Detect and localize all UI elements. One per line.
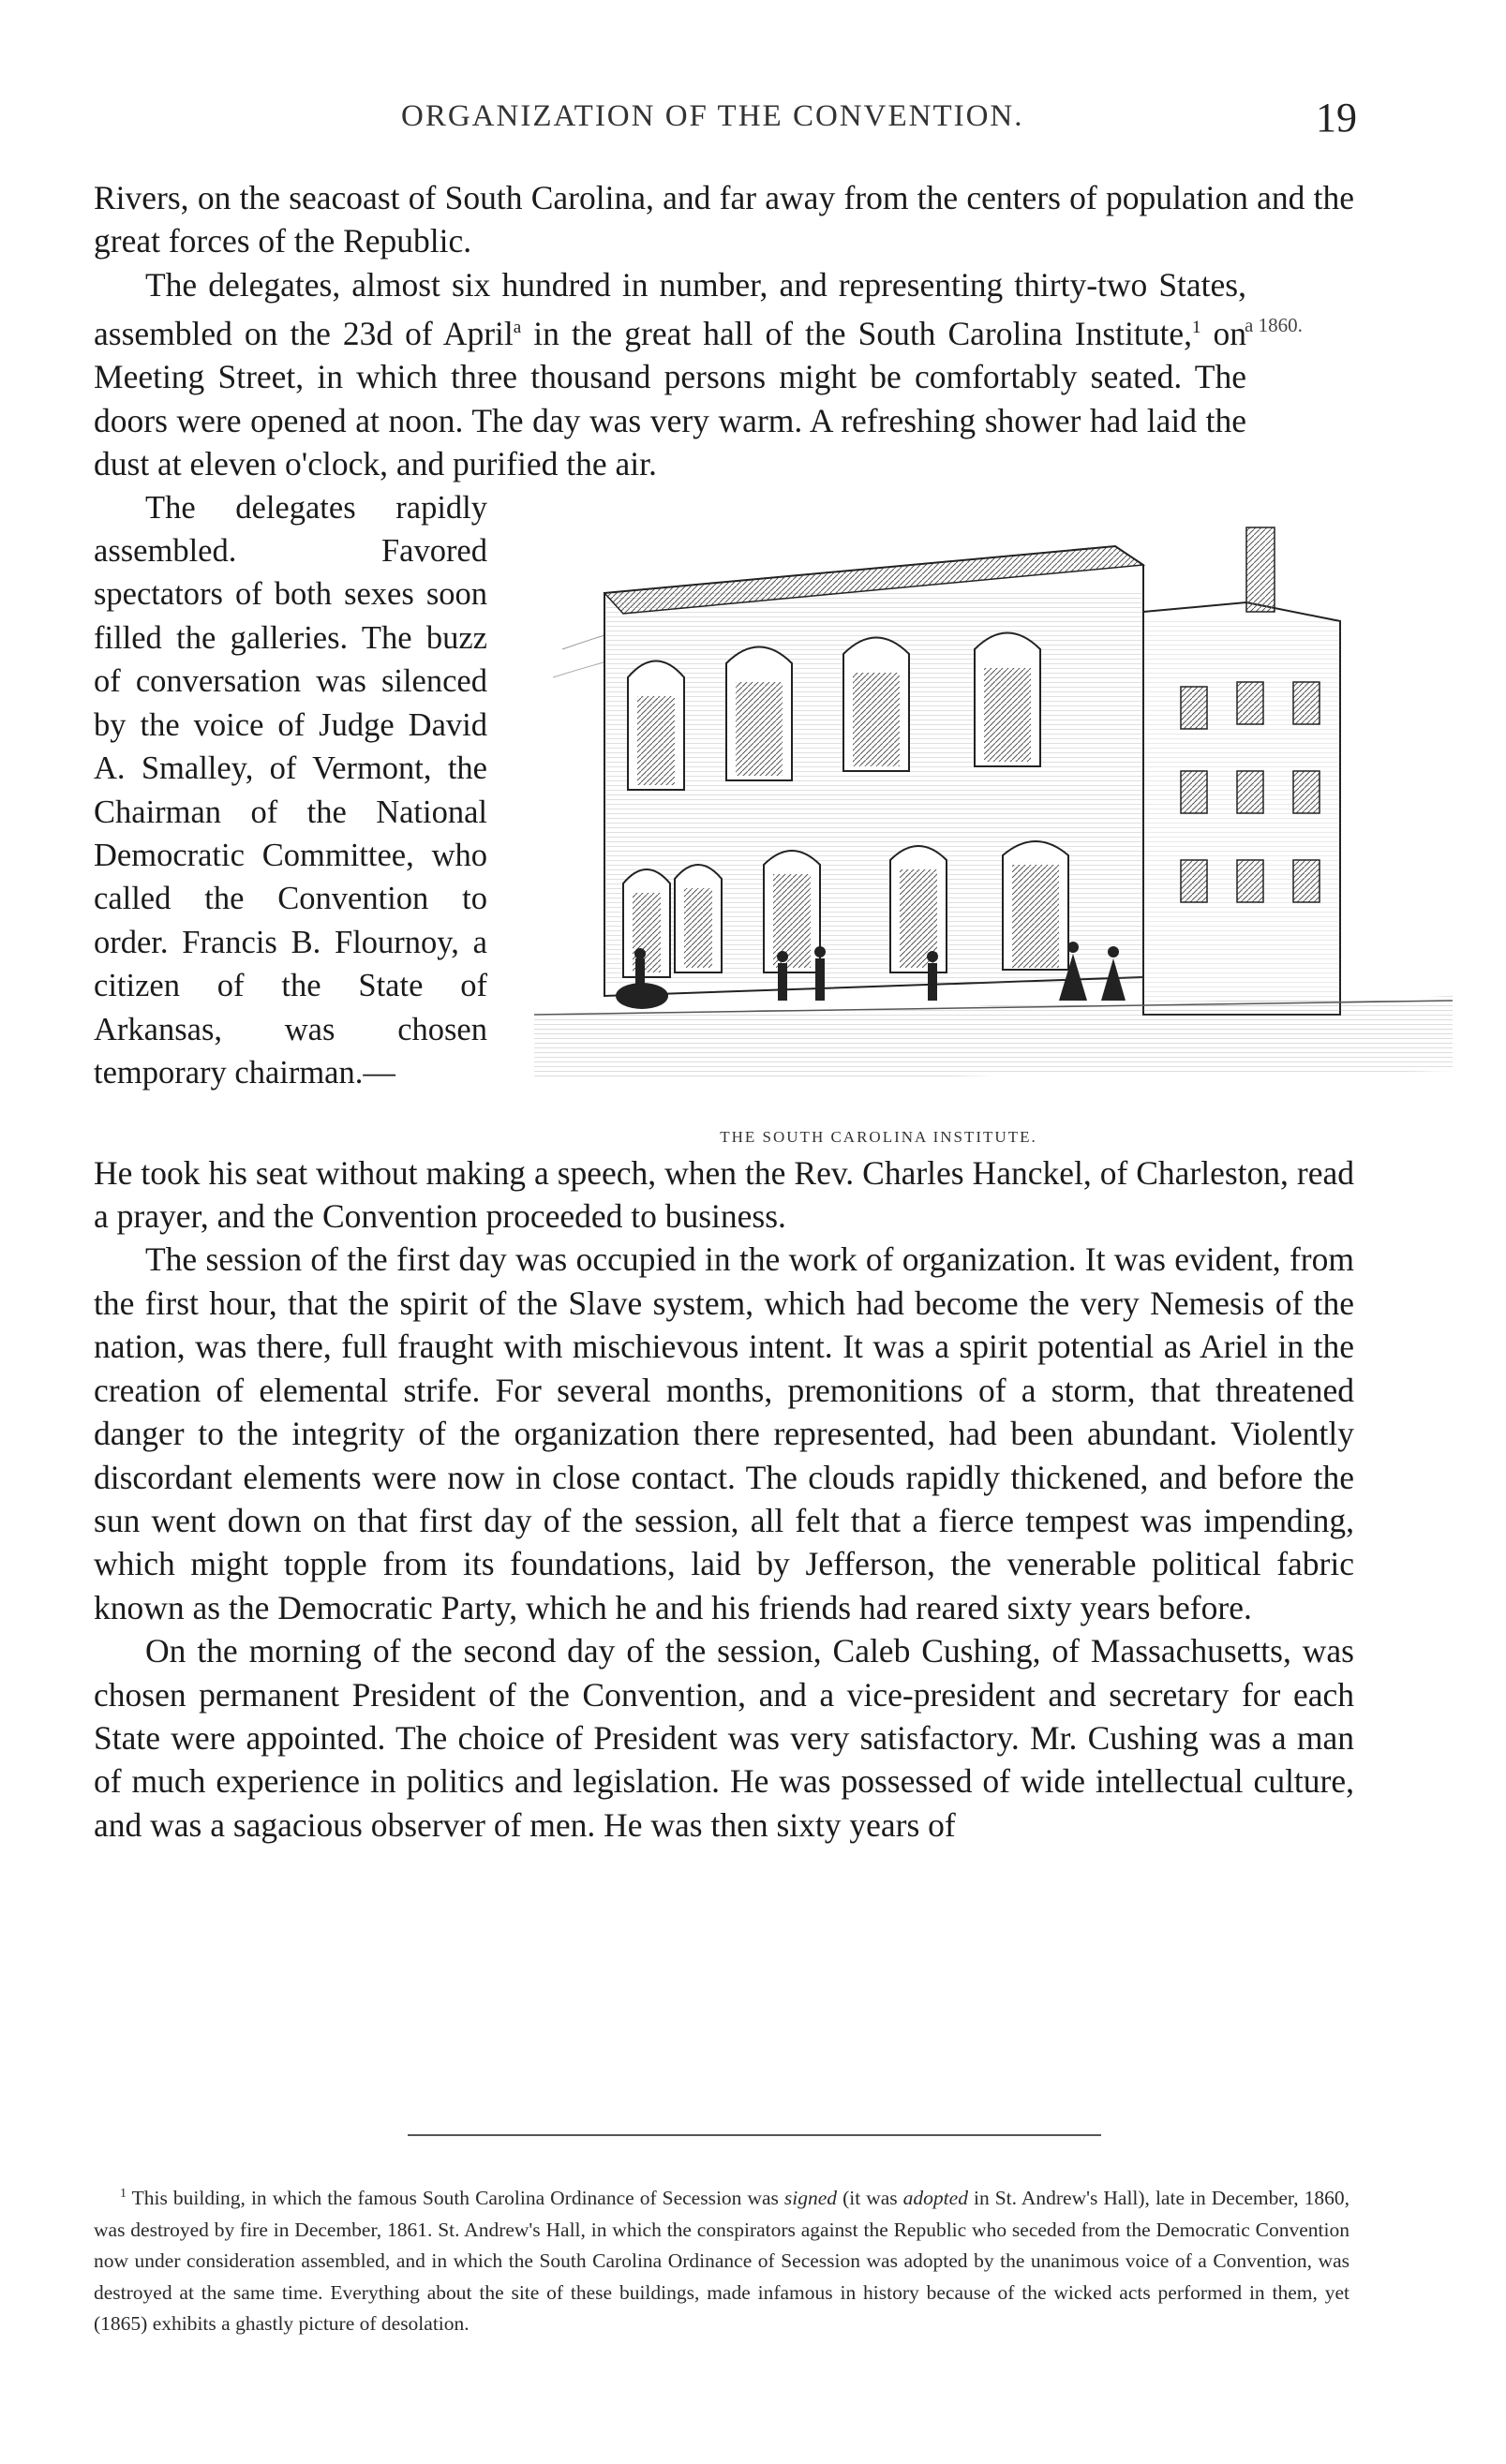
paragraph-second-day: On the morning of the second day of the session, Caleb Cushing, of Massachusetts, was chosen permanent President of the Convention, and a vice-president and secretary for each State were appointed. The choice of President was very satisfactory. Mr. Cushing was a man of much experience in politics and legislation. He was possessed of wide intellectual culture, and was a sagacious observer of men. He was then sixty years of [94, 1632, 1354, 1844]
paragraph-first-day: The session of the first day was occupied in the work of organization. It was evident, from the first hour, that the spirit of the Slave system, which had become the very Nemesis of the nation, was there, full fraught with mischievous intent. It was a spirit potential as Ariel in the creation of elemental strife. For several months, premonitions of a storm, that threatened danger to the integrity of the organization there represented, had been abundant. Violently discordant elements were now in close contact. The clouds rapidly thickened, and before the sun went down on that first day of the session, all felt that a fierce tempest was impending, which might topple from its foundations, laid by Jefferson, the venerable political fabric known as the Democratic Party, which he and his friends had reared sixty years before. [94, 1240, 1354, 1626]
footnote [94, 2178, 1349, 2340]
footnote-italic-signed: signed [783, 2187, 838, 2210]
page-number: 19 [1316, 95, 1357, 141]
footnote-segment: in St. Andrew's Hall), late in December, 1860, was destroyed by fire in December, 1861. St. Andrew's Hall, in which the conspirators against the Republic who seceded from the Democratic Convention now under consideration assembled, and in which the South Carolina Ordinance of Secession was adopted by the unanimous voice of a Convention, was destroyed at the same time. Everything about the site of these buildings, made infamous in history because of the wicked acts performed in them, yet (1865) exhibits a ghastly picture of desolation. [94, 2187, 1350, 2336]
paragraph-continuation: Rivers, on the seacoast of South Carolina, and far away from the centers of population and the great forces of the Republic. [94, 179, 1354, 260]
paragraph-text: on Meeting Street, in which three thousand persons might be comfortably seated. The doors were opened at noon. The day was very warm. A refreshing shower had laid the dust at eleven o'clock, and purified the air. [94, 315, 1247, 483]
margin-date-note: a 1860. [1245, 314, 1303, 336]
footnote-rule [408, 2134, 1101, 2136]
footnote-text [94, 2178, 1349, 2340]
page-header [0, 94, 1506, 150]
figure-wrap-block [94, 486, 1354, 1151]
paragraph-text: The delegates, almost six hundred in number, and representing thirty-two States, assembled on the 23d of April [94, 265, 1246, 353]
date-marker: a [513, 318, 522, 338]
footnote-ref: 1 [1191, 318, 1201, 338]
main-text [94, 176, 1354, 1847]
building-engraving [534, 490, 1453, 1108]
paragraph-text: in the great hall of the South Carolina Institute, [521, 315, 1192, 353]
paragraph-wrapped: The delegates rapidly assembled. Favored spectators of both sexes soon filled the galleries. The buzz of conversation was silenced by the voice of Judge David A. Smalley, of Vermont, the Chairman of the National Democratic Committee, who called the Convention to order. Francis B. Flournoy, a citizen of the State of Arkansas, was chosen temporary chairman.— [94, 489, 487, 1091]
figure-caption: THE SOUTH CAROLINA INSTITUTE. [720, 1127, 1037, 1146]
footnote-segment: (it was [837, 2187, 903, 2210]
institute-illustration [534, 490, 1453, 1146]
footnote-italic-adopted: adopted [902, 2187, 968, 2210]
paragraph-delegates [94, 263, 1246, 486]
running-head: ORGANIZATION OF THE CONVENTION. [401, 99, 1024, 133]
footnote-segment: This building, in which the famous South Carolina Ordinance of Secession was [131, 2187, 784, 2210]
paragraph-text: He took his seat without making a speech, when the Rev. Charles Hanckel, of Charleston, read a prayer, and the Convention proceeded to business. [94, 1153, 1354, 1236]
footnote-marker: 1 [120, 2187, 127, 2201]
